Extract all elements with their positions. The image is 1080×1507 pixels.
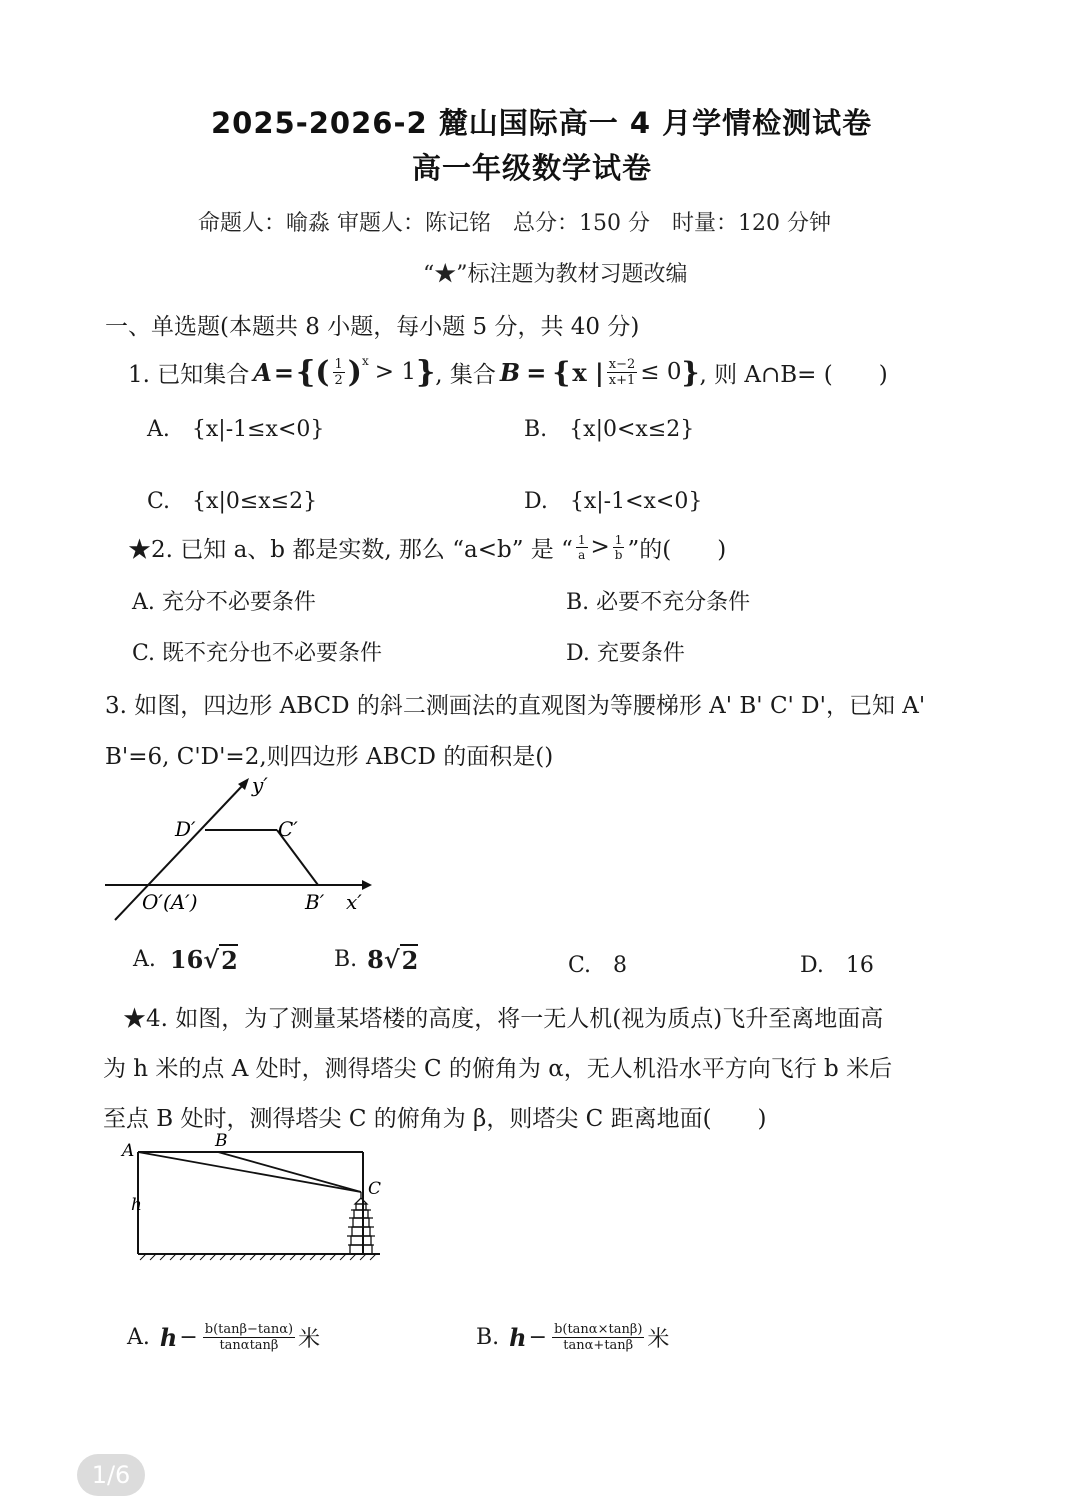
q3-label-d: D′ bbox=[175, 817, 196, 841]
q1-option-d: D. {x|-1<x<0} bbox=[524, 489, 703, 514]
q1-suffix: , 则 A∩B= ( ) bbox=[699, 361, 888, 388]
q4-line-2: 为 h 米的点 A 处时，测得塔尖 C 的俯角为 α，无人机沿水平方向飞行 b 米后 bbox=[103, 1056, 893, 1082]
q2-option-a: A. 充分不必要条件 bbox=[132, 590, 316, 615]
exam-title: 2025-2026-2 麓山国际高一 4 月学情检测试卷 bbox=[211, 106, 873, 140]
q1-set-b-label: B bbox=[499, 357, 521, 387]
q3-label-o: O′(A′) bbox=[142, 890, 198, 914]
q4-option-a-label: A. bbox=[127, 1325, 150, 1350]
q4-option-b-den: tanα+tanβ bbox=[563, 1338, 634, 1353]
q3-option-c: C. 8 bbox=[568, 953, 628, 978]
q3-option-a bbox=[133, 944, 238, 975]
section-heading: 一、单选题(本题共 8 小题，每小题 5 分，共 40 分) bbox=[105, 314, 640, 340]
page-indicator[interactable]: 1/6 bbox=[77, 1454, 145, 1496]
q3-option-b bbox=[334, 944, 418, 975]
q4-option-a-num: b(tanβ−tanα) bbox=[204, 1322, 294, 1337]
q3-line-2: B'=6, C'D'=2,则四边形 ABCD 的面积是() bbox=[105, 744, 554, 770]
q4-sight-a bbox=[138, 1152, 361, 1192]
q4-label-a: A bbox=[122, 1141, 135, 1161]
q2-frac-b-den: b bbox=[614, 547, 623, 562]
q3-label-c: C′ bbox=[278, 817, 298, 841]
q4-label-b: B bbox=[215, 1131, 228, 1151]
q2-frac-b bbox=[613, 534, 625, 561]
q1-frac-num: 1 bbox=[334, 356, 343, 372]
q1-frac-b bbox=[607, 358, 638, 387]
q4-figure bbox=[118, 1126, 398, 1266]
star-note: “★”标注题为教材习题改编 bbox=[423, 262, 688, 287]
q4-line-1: ★4. 如图，为了测量某塔楼的高度，将一无人机(视为质点)飞升至离地面高 bbox=[123, 1006, 884, 1032]
q1-frac-den: 2 bbox=[334, 372, 343, 388]
q4-option-a-h: h bbox=[159, 1323, 178, 1352]
question-2 bbox=[128, 528, 726, 566]
q2-gt: > bbox=[590, 534, 610, 560]
q2-frac-b-num: 1 bbox=[614, 532, 623, 547]
q4-label-h: h bbox=[131, 1195, 142, 1215]
q3-option-a-coef: 16 bbox=[169, 945, 204, 974]
pagoda-icon bbox=[347, 1192, 375, 1254]
q3-x-arrow bbox=[362, 880, 372, 890]
q1-option-c: C. {x|0≤x≤2} bbox=[147, 489, 318, 514]
q3-option-a-label: A. bbox=[133, 947, 156, 972]
q2-option-b: B. 必要不充分条件 bbox=[566, 590, 751, 615]
q3-option-b-root: √ bbox=[383, 945, 400, 974]
q4-option-a bbox=[127, 1322, 320, 1353]
q2-suffix: ”的( ) bbox=[627, 536, 727, 563]
q2-frac-a bbox=[576, 534, 588, 561]
question-1 bbox=[128, 352, 888, 392]
q1-eq2: = bbox=[526, 357, 547, 387]
q3-option-a-root: √ bbox=[203, 945, 220, 974]
q1-close-brace: } bbox=[415, 354, 436, 390]
q4-option-b-frac bbox=[552, 1323, 644, 1352]
q4-option-b-label: B. bbox=[476, 1325, 500, 1350]
q1-mid: , 集合 bbox=[435, 361, 496, 388]
exam-info: 命题人：喻淼 审题人：陈记铭 总分：150 分 时量：120 分钟 bbox=[198, 211, 831, 236]
q4-option-a-den: tanαtanβ bbox=[219, 1338, 279, 1353]
q1-option-a: A. {x|-1≤x<0} bbox=[147, 417, 325, 442]
q1-frac-half bbox=[333, 358, 345, 387]
q2-option-d: D. 充要条件 bbox=[566, 641, 685, 666]
q1-prefix: 1. 已知集合 bbox=[128, 361, 250, 388]
q4-option-b-minus: − bbox=[528, 1325, 548, 1350]
q4-option-a-minus: − bbox=[179, 1325, 198, 1350]
q1-frac2-num: x−2 bbox=[608, 356, 636, 372]
q4-option-b-num: b(tanα×tanβ) bbox=[554, 1322, 643, 1337]
q1-close-brace-b: } bbox=[681, 355, 700, 389]
q4-label-c: C bbox=[368, 1179, 382, 1199]
q2-option-c: C. 既不充分也不必要条件 bbox=[132, 641, 383, 666]
q2-prefix: ★2. 已知 a、b 都是实数, 那么 “a<b” 是 “ bbox=[128, 536, 573, 563]
q3-line-1: 3. 如图，四边形 ABCD 的斜二测画法的直观图为等腰梯形 A' B' C' D'，已知 A' bbox=[105, 693, 926, 719]
q4-sight-b bbox=[218, 1152, 361, 1192]
q3-option-a-rad: 2 bbox=[221, 946, 238, 975]
q1-open-brace: {( bbox=[296, 354, 330, 390]
q3-option-b-label: B. bbox=[334, 947, 358, 972]
q1-le0: ≤ 0 bbox=[640, 359, 682, 385]
q3-label-y: y′ bbox=[252, 773, 268, 797]
q3-label-b: B′ bbox=[305, 890, 325, 914]
q4-line-3: 至点 B 处时，测得塔尖 C 的俯角为 β，则塔尖 C 距离地面( ) bbox=[103, 1106, 767, 1132]
q3-label-x: x′ bbox=[346, 890, 362, 914]
q3-option-d: D. 16 bbox=[800, 953, 874, 978]
q4-option-b-h: h bbox=[509, 1323, 527, 1352]
q4-option-a-frac bbox=[203, 1323, 295, 1352]
q1-set-a-label: A bbox=[253, 357, 272, 387]
q1-exponent: x bbox=[361, 354, 369, 368]
q1-x-bar: x | bbox=[572, 357, 604, 387]
q3-option-b-rad: 2 bbox=[401, 946, 419, 975]
q4-option-b bbox=[476, 1322, 669, 1353]
q3-figure bbox=[100, 770, 380, 930]
q1-open-brace-b: { bbox=[552, 355, 571, 389]
exam-subtitle: 高一年级数学试卷 bbox=[412, 151, 653, 185]
q1-close-paren: ) bbox=[347, 354, 362, 390]
q3-option-b-coef: 8 bbox=[367, 945, 384, 974]
q1-eq-brace: = bbox=[273, 357, 294, 387]
q2-frac-a-num: 1 bbox=[577, 532, 586, 547]
q4-option-a-unit: 米 bbox=[298, 1327, 321, 1352]
q1-frac2-den: x+1 bbox=[608, 372, 636, 388]
q1-option-b: B. {x|0<x≤2} bbox=[524, 417, 695, 442]
q1-gt1: > 1 bbox=[374, 359, 416, 385]
q4-option-b-unit: 米 bbox=[647, 1327, 670, 1352]
q2-frac-a-den: a bbox=[578, 547, 586, 562]
